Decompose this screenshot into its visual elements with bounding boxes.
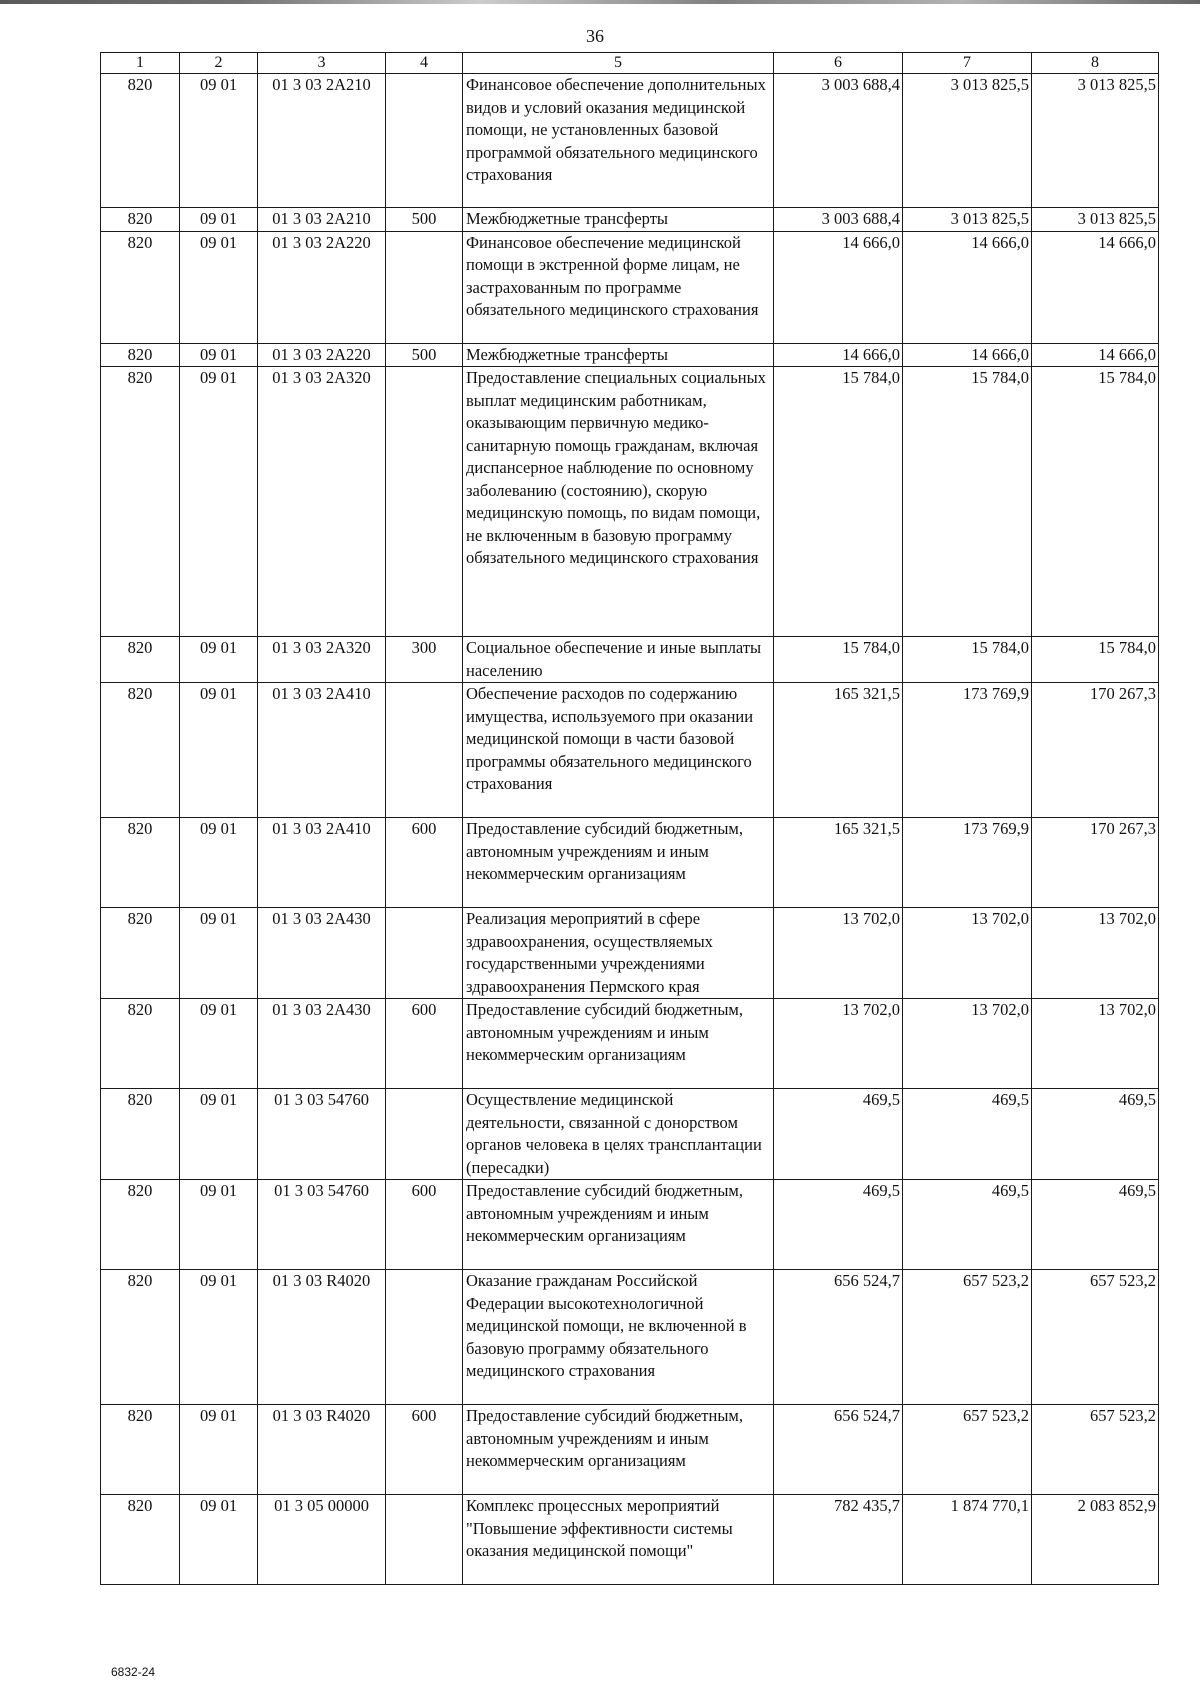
amount-col-6: 13 702,0	[774, 999, 903, 1089]
expense-type-code	[386, 683, 463, 818]
amount-col-7: 14 666,0	[903, 231, 1032, 343]
ministry-code: 820	[101, 1089, 180, 1180]
table-row	[101, 999, 1159, 1089]
section-code: 09 01	[180, 367, 258, 637]
scan-top-edge	[0, 0, 1200, 4]
amount-col-7: 1 874 770,1	[903, 1495, 1032, 1585]
amount-col-6: 3 003 688,4	[774, 74, 903, 208]
table-row	[101, 637, 1159, 683]
item-name: Предоставление субсидий бюджетным, автономным учреждениям и иным некоммерческим организациям	[463, 818, 774, 908]
amount-col-8: 14 666,0	[1032, 343, 1159, 367]
expense-type-code	[386, 367, 463, 637]
target-article-code: 01 3 03 R4020	[258, 1270, 386, 1405]
amount-col-8: 15 784,0	[1032, 367, 1159, 637]
item-name: Социальное обеспечение и иные выплаты населению	[463, 637, 774, 683]
section-code: 09 01	[180, 231, 258, 343]
ministry-code: 820	[101, 231, 180, 343]
section-code: 09 01	[180, 1495, 258, 1585]
target-article-code: 01 3 03 R4020	[258, 1405, 386, 1495]
expense-type-code	[386, 1495, 463, 1585]
amount-col-6: 165 321,5	[774, 683, 903, 818]
ministry-code: 820	[101, 208, 180, 232]
amount-col-7: 15 784,0	[903, 637, 1032, 683]
expense-type-code: 500	[386, 343, 463, 367]
ministry-code: 820	[101, 367, 180, 637]
amount-col-8: 2 083 852,9	[1032, 1495, 1159, 1585]
table-row	[101, 343, 1159, 367]
table-row	[101, 208, 1159, 232]
amount-col-8: 13 702,0	[1032, 908, 1159, 999]
item-name: Предоставление субсидий бюджетным, автономным учреждениям и иным некоммерческим организациям	[463, 1180, 774, 1270]
item-name: Осуществление медицинской деятельности, связанной с донорством органов человека в целях трансплантации (пересадки)	[463, 1089, 774, 1180]
section-code: 09 01	[180, 1180, 258, 1270]
item-name: Межбюджетные трансферты	[463, 343, 774, 367]
item-name: Предоставление субсидий бюджетным, автономным учреждениям и иным некоммерческим организациям	[463, 1405, 774, 1495]
target-article-code: 01 3 03 2А220	[258, 231, 386, 343]
target-article-code: 01 3 03 54760	[258, 1089, 386, 1180]
table-row	[101, 908, 1159, 999]
table-row	[101, 1405, 1159, 1495]
target-article-code: 01 3 03 2А320	[258, 637, 386, 683]
section-code: 09 01	[180, 208, 258, 232]
amount-col-7: 469,5	[903, 1180, 1032, 1270]
amount-col-8: 469,5	[1032, 1089, 1159, 1180]
expense-type-code: 600	[386, 1180, 463, 1270]
expense-type-code	[386, 74, 463, 208]
header-col-7: 7	[903, 53, 1032, 74]
table-row	[101, 231, 1159, 343]
ministry-code: 820	[101, 1180, 180, 1270]
expense-type-code: 600	[386, 999, 463, 1089]
section-code: 09 01	[180, 343, 258, 367]
target-article-code: 01 3 03 54760	[258, 1180, 386, 1270]
item-name: Комплекс процессных мероприятий "Повышение эффективности системы оказания медицинской помощи"	[463, 1495, 774, 1585]
ministry-code: 820	[101, 1495, 180, 1585]
item-name: Оказание гражданам Российской Федерации высокотехнологичной медицинской помощи, не включенной в базовую программу обязательного медицинского страхования	[463, 1270, 774, 1405]
section-code: 09 01	[180, 1089, 258, 1180]
amount-col-7: 173 769,9	[903, 683, 1032, 818]
table-row	[101, 74, 1159, 208]
target-article-code: 01 3 03 2А320	[258, 367, 386, 637]
ministry-code: 820	[101, 683, 180, 818]
section-code: 09 01	[180, 999, 258, 1089]
target-article-code: 01 3 05 00000	[258, 1495, 386, 1585]
header-col-6: 6	[774, 53, 903, 74]
ministry-code: 820	[101, 637, 180, 683]
item-name: Реализация мероприятий в сфере здравоохранения, осуществляемых государственными учреждениями здравоохранения Пермского края	[463, 908, 774, 999]
amount-col-6: 15 784,0	[774, 367, 903, 637]
amount-col-6: 469,5	[774, 1180, 903, 1270]
table-row	[101, 683, 1159, 818]
section-code: 09 01	[180, 683, 258, 818]
item-name: Обеспечение расходов по содержанию имущества, используемого при оказании медицинской помощи в части базовой программы обязательного медицинского страхования	[463, 683, 774, 818]
ministry-code: 820	[101, 1270, 180, 1405]
header-col-5: 5	[463, 53, 774, 74]
ministry-code: 820	[101, 999, 180, 1089]
target-article-code: 01 3 03 2А430	[258, 999, 386, 1089]
amount-col-6: 14 666,0	[774, 231, 903, 343]
amount-col-8: 170 267,3	[1032, 818, 1159, 908]
item-name: Финансовое обеспечение медицинской помощи в экстренной форме лицам, не застрахованным по программе обязательного медицинского страхования	[463, 231, 774, 343]
document-code: 6832-24	[111, 1665, 156, 1679]
item-name: Предоставление субсидий бюджетным, автономным учреждениям и иным некоммерческим организациям	[463, 999, 774, 1089]
ministry-code: 820	[101, 908, 180, 999]
target-article-code: 01 3 03 2А410	[258, 683, 386, 818]
expense-type-code: 600	[386, 1405, 463, 1495]
header-col-3: 3	[258, 53, 386, 74]
budget-table	[100, 52, 1159, 1585]
amount-col-8: 15 784,0	[1032, 637, 1159, 683]
item-name: Предоставление специальных социальных выплат медицинским работникам, оказывающим первичную медико-санитарную помощь гражданам, включая диспансерное наблюдение по основному заболеванию (состоянию), скорую медицинскую помощь, по видам помощи, не включенным в базовую программу обязательного медицинского страхования	[463, 367, 774, 637]
target-article-code: 01 3 03 2А220	[258, 343, 386, 367]
expense-type-code	[386, 1270, 463, 1405]
amount-col-8: 657 523,2	[1032, 1270, 1159, 1405]
table-row	[101, 1270, 1159, 1405]
section-code: 09 01	[180, 1270, 258, 1405]
amount-col-6: 469,5	[774, 1089, 903, 1180]
amount-col-7: 13 702,0	[903, 908, 1032, 999]
target-article-code: 01 3 03 2А430	[258, 908, 386, 999]
header-col-1: 1	[101, 53, 180, 74]
amount-col-7: 173 769,9	[903, 818, 1032, 908]
table-row	[101, 818, 1159, 908]
item-name: Финансовое обеспечение дополнительных видов и условий оказания медицинской помощи, не установленных базовой программой обязательного медицинского страхования	[463, 74, 774, 208]
ministry-code: 820	[101, 343, 180, 367]
amount-col-7: 13 702,0	[903, 999, 1032, 1089]
amount-col-6: 165 321,5	[774, 818, 903, 908]
ministry-code: 820	[101, 74, 180, 208]
amount-col-8: 170 267,3	[1032, 683, 1159, 818]
amount-col-7: 14 666,0	[903, 343, 1032, 367]
section-code: 09 01	[180, 74, 258, 208]
target-article-code: 01 3 03 2А210	[258, 74, 386, 208]
table-row	[101, 367, 1159, 637]
amount-col-8: 469,5	[1032, 1180, 1159, 1270]
amount-col-7: 657 523,2	[903, 1405, 1032, 1495]
amount-col-6: 782 435,7	[774, 1495, 903, 1585]
expense-type-code: 300	[386, 637, 463, 683]
amount-col-6: 656 524,7	[774, 1270, 903, 1405]
amount-col-7: 657 523,2	[903, 1270, 1032, 1405]
ministry-code: 820	[101, 1405, 180, 1495]
amount-col-8: 3 013 825,5	[1032, 208, 1159, 232]
expense-type-code	[386, 1089, 463, 1180]
amount-col-8: 3 013 825,5	[1032, 74, 1159, 208]
amount-col-6: 14 666,0	[774, 343, 903, 367]
section-code: 09 01	[180, 1405, 258, 1495]
amount-col-7: 15 784,0	[903, 367, 1032, 637]
amount-col-6: 15 784,0	[774, 637, 903, 683]
amount-col-7: 3 013 825,5	[903, 74, 1032, 208]
item-name: Межбюджетные трансферты	[463, 208, 774, 232]
target-article-code: 01 3 03 2А210	[258, 208, 386, 232]
amount-col-8: 13 702,0	[1032, 999, 1159, 1089]
amount-col-6: 13 702,0	[774, 908, 903, 999]
expense-type-code	[386, 908, 463, 999]
amount-col-8: 14 666,0	[1032, 231, 1159, 343]
target-article-code: 01 3 03 2А410	[258, 818, 386, 908]
expense-type-code	[386, 231, 463, 343]
table-row	[101, 1089, 1159, 1180]
expense-type-code: 600	[386, 818, 463, 908]
ministry-code: 820	[101, 818, 180, 908]
amount-col-7: 469,5	[903, 1089, 1032, 1180]
amount-col-6: 3 003 688,4	[774, 208, 903, 232]
header-col-8: 8	[1032, 53, 1159, 74]
expense-type-code: 500	[386, 208, 463, 232]
header-row	[101, 53, 1159, 74]
amount-col-7: 3 013 825,5	[903, 208, 1032, 232]
section-code: 09 01	[180, 637, 258, 683]
amount-col-8: 657 523,2	[1032, 1405, 1159, 1495]
header-col-4: 4	[386, 53, 463, 74]
table-row	[101, 1180, 1159, 1270]
page-number: 36	[586, 26, 604, 46]
amount-col-6: 656 524,7	[774, 1405, 903, 1495]
section-code: 09 01	[180, 818, 258, 908]
table-row	[101, 1495, 1159, 1585]
section-code: 09 01	[180, 908, 258, 999]
header-col-2: 2	[180, 53, 258, 74]
